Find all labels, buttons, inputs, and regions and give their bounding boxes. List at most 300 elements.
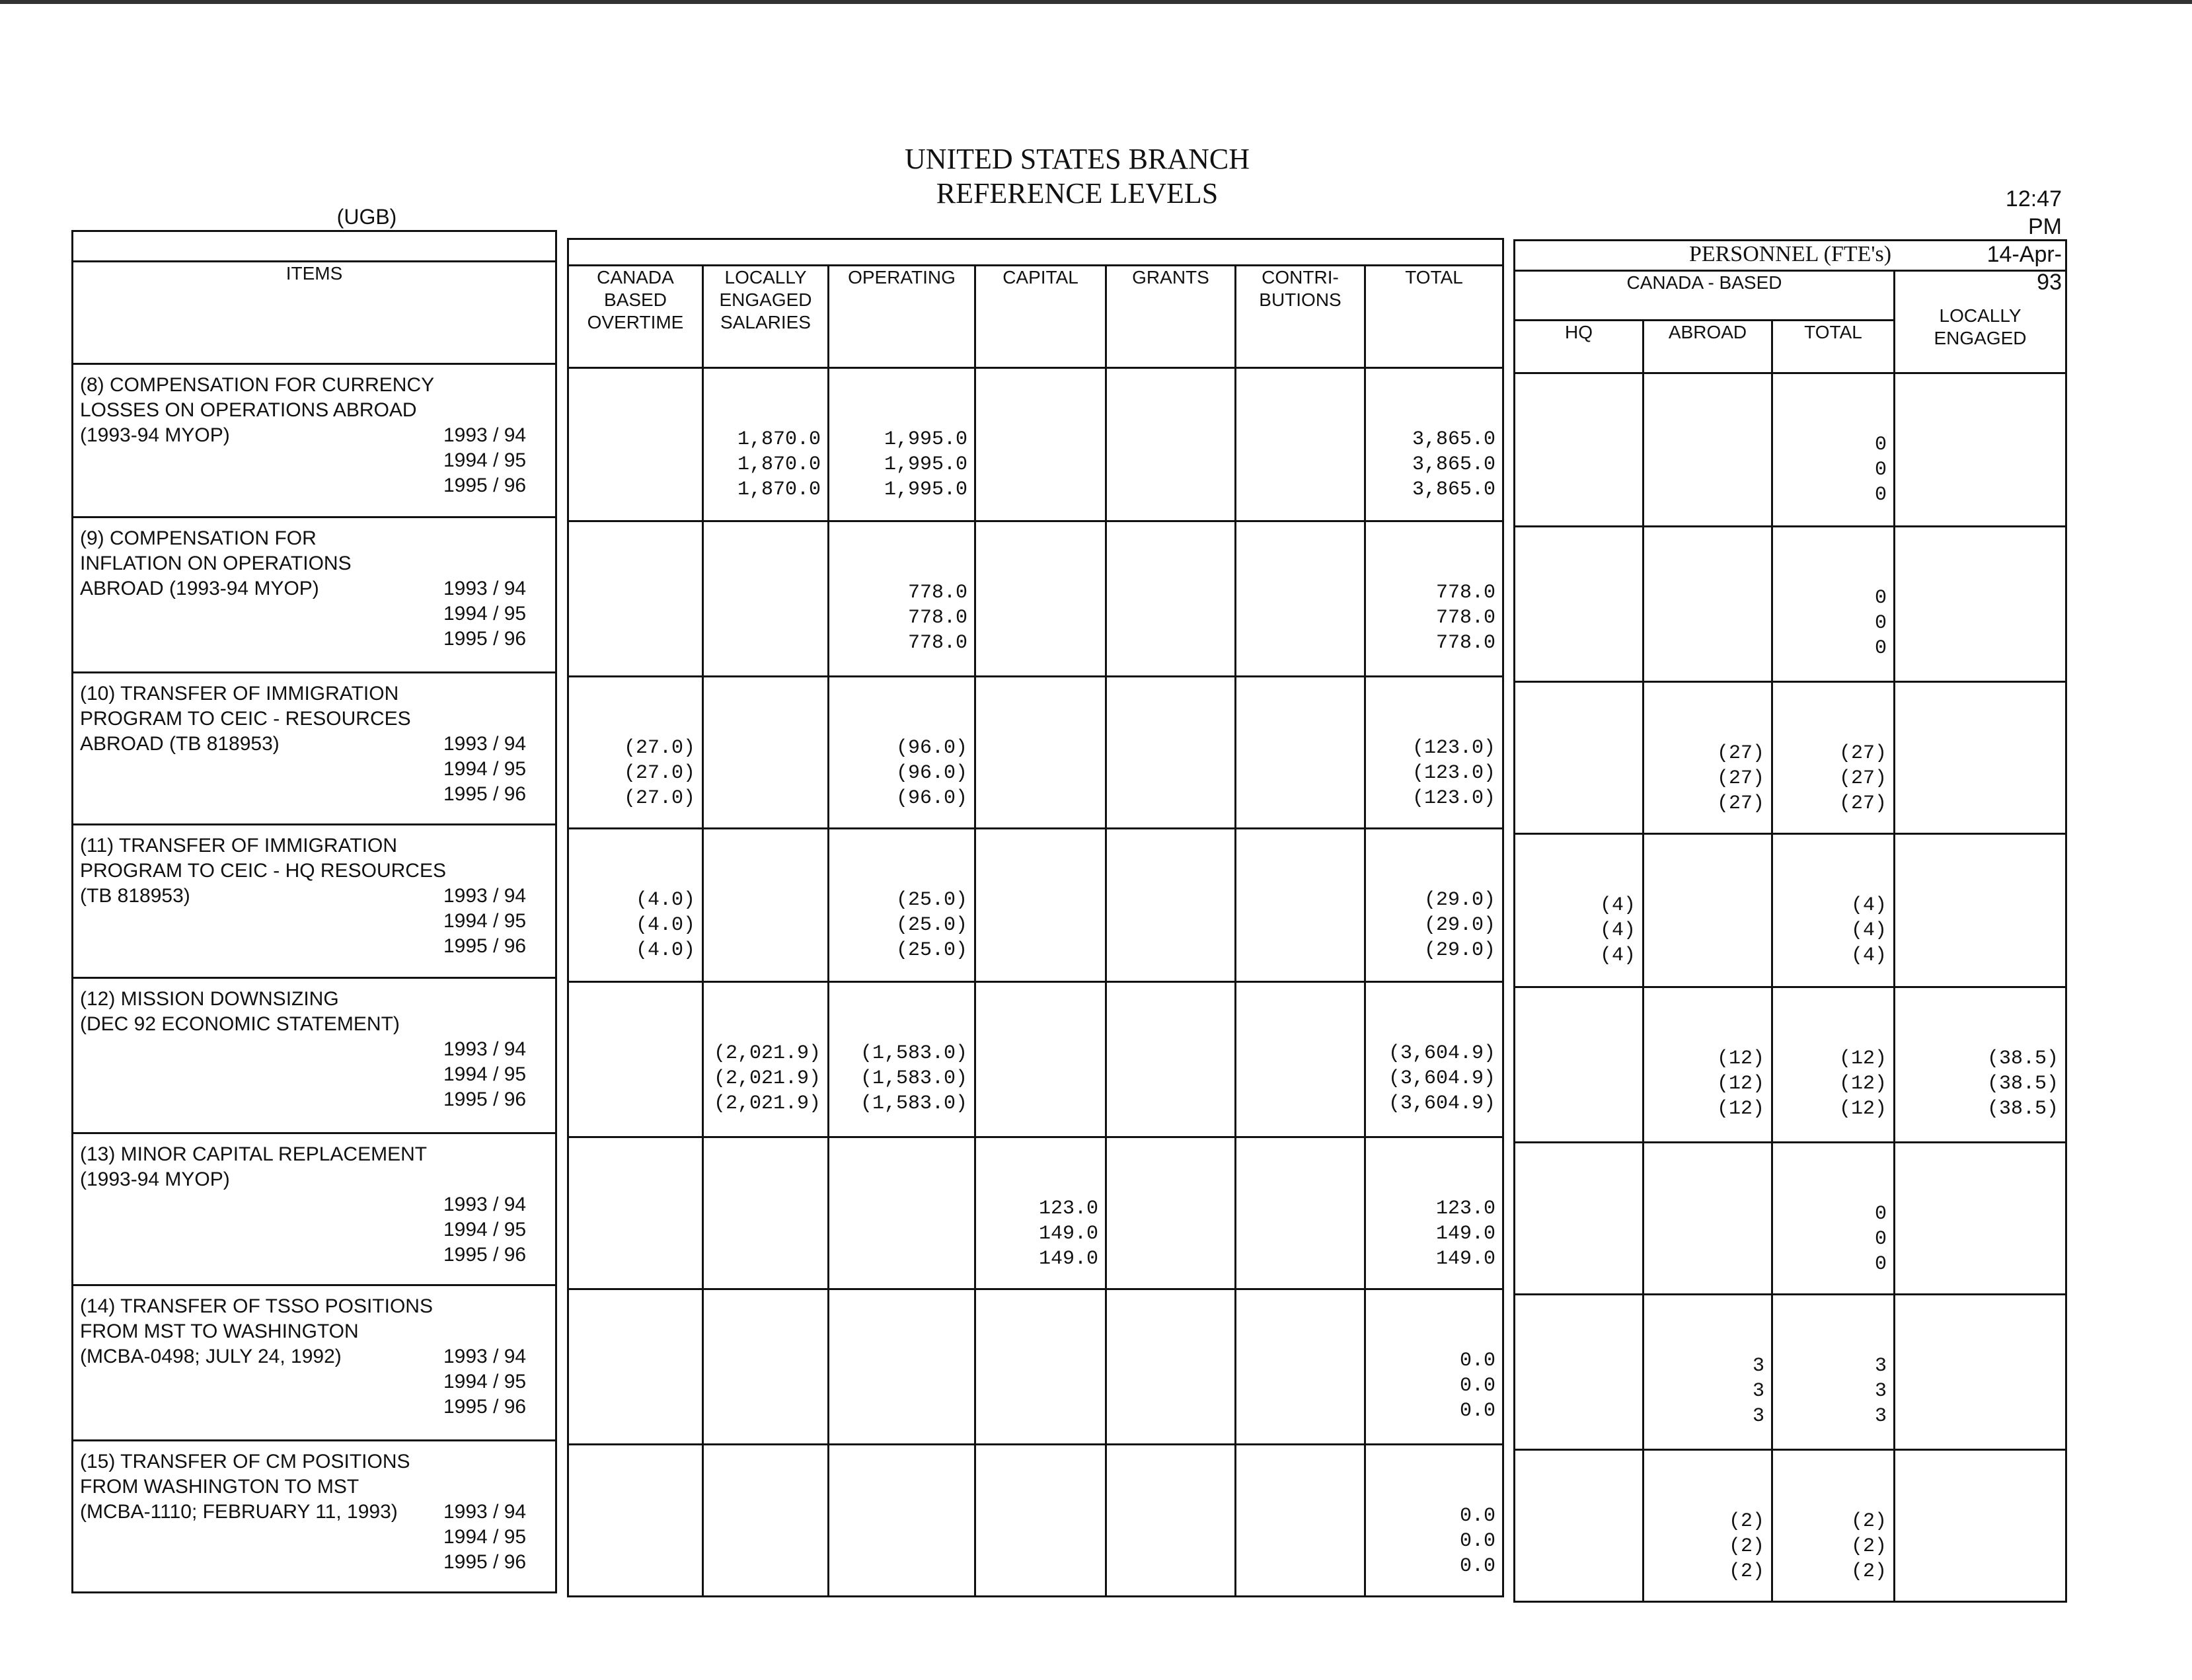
print-time: 12:47 PM [2005, 186, 2062, 239]
value-operating [829, 1529, 974, 1554]
value-abroad [1644, 636, 1771, 661]
value-abroad [1644, 1252, 1771, 1277]
value-capital [976, 1041, 1105, 1066]
value-contributions [1236, 1246, 1364, 1272]
value-cbo [569, 1398, 702, 1424]
value-total: (123.0) [1412, 762, 1496, 784]
value-total: (3,604.9) [1388, 1067, 1496, 1090]
cell-operating [829, 1445, 975, 1597]
value-capital [976, 1091, 1105, 1116]
value-hq [1515, 766, 1642, 791]
item-years [443, 884, 526, 959]
value-cbo [569, 630, 702, 656]
value-grants [1107, 888, 1234, 913]
value-locally-engaged [1895, 1354, 2065, 1379]
fiscal-year: 1994 / 95 [443, 758, 527, 780]
value-hq [1515, 636, 1642, 661]
value-cbo [569, 1091, 702, 1116]
value-total: 778.0 [1436, 582, 1496, 604]
value-total: (123.0) [1412, 737, 1496, 759]
value-pers-total: (4) [1850, 894, 1887, 917]
fiscal-year: 1994 / 95 [443, 1526, 527, 1548]
item-cell [73, 517, 556, 673]
table-row [73, 978, 556, 1133]
cell-operating [829, 982, 975, 1137]
cell-grants [1106, 677, 1236, 829]
table-row [568, 829, 1503, 982]
value-capital: 149.0 [1038, 1248, 1098, 1270]
value-grants [1107, 1398, 1234, 1424]
value-grants [1107, 1529, 1234, 1554]
value-total: 0.0 [1460, 1555, 1496, 1578]
hdr-les: LOCALLY ENGAGED SALARIES [719, 267, 812, 332]
value-contributions [1236, 605, 1364, 630]
cell-les [703, 1445, 829, 1597]
hdr-grants: GRANTS [1132, 267, 1209, 287]
value-abroad [1644, 482, 1771, 508]
value-contributions [1236, 427, 1364, 452]
fiscal-year: 1994 / 95 [443, 1371, 527, 1393]
table-row [73, 1441, 556, 1593]
value-cbo [569, 1246, 702, 1272]
value-pers-total: 0 [1874, 587, 1887, 609]
value-cbo: (27.0) [623, 762, 695, 784]
value-les [704, 1196, 827, 1221]
value-locally-engaged [1895, 766, 2065, 791]
value-grants [1107, 1091, 1234, 1116]
value-total: (29.0) [1424, 914, 1496, 936]
cell-pers-total [1772, 1143, 1895, 1295]
value-hq [1515, 1379, 1642, 1404]
value-total: (123.0) [1412, 787, 1496, 810]
canada-based-band [1515, 271, 1895, 321]
value-les: (2,021.9) [713, 1092, 821, 1115]
hdr-pers-total: TOTAL [1804, 322, 1862, 342]
value-capital [976, 427, 1105, 452]
cell-capital [975, 982, 1106, 1137]
cell-total [1365, 982, 1503, 1137]
value-pers-total: (2) [1850, 1560, 1887, 1583]
cell-contributions [1236, 1137, 1365, 1289]
value-operating [829, 1398, 974, 1424]
value-hq [1515, 1046, 1642, 1071]
value-abroad: 3 [1752, 1355, 1764, 1377]
value-locally-engaged: (38.5) [1987, 1048, 2059, 1070]
col-total [1365, 266, 1503, 368]
value-locally-engaged [1895, 1534, 2065, 1559]
value-locally-engaged [1895, 1379, 2065, 1404]
value-grants [1107, 736, 1234, 761]
value-locally-engaged [1895, 611, 2065, 636]
value-abroad [1644, 586, 1771, 611]
col-operating [829, 266, 975, 368]
value-capital [976, 761, 1105, 786]
value-contributions [1236, 1196, 1364, 1221]
item-years [443, 732, 526, 807]
table-row [568, 677, 1503, 829]
value-locally-engaged [1895, 1559, 2065, 1584]
value-pers-total: (27) [1838, 767, 1887, 790]
value-grants [1107, 1504, 1234, 1529]
value-capital [976, 1373, 1105, 1398]
value-grants [1107, 913, 1234, 938]
value-hq [1515, 741, 1642, 766]
value-total: 778.0 [1436, 632, 1496, 654]
value-grants [1107, 580, 1234, 605]
fiscal-year: 1993 / 94 [443, 1038, 527, 1060]
cell-operating [829, 829, 975, 982]
fiscal-year: 1995 / 96 [443, 1551, 527, 1573]
value-total: (29.0) [1424, 889, 1496, 911]
value-hq [1515, 1227, 1642, 1252]
value-operating: 1,995.0 [884, 453, 967, 476]
table-row [73, 1285, 556, 1441]
hdr-total: TOTAL [1405, 267, 1463, 287]
cell-contributions [1236, 677, 1365, 829]
value-cbo [569, 427, 702, 452]
value-les: 1,870.0 [737, 428, 821, 451]
value-abroad [1644, 893, 1771, 918]
value-contributions [1236, 452, 1364, 477]
value-cbo: (27.0) [623, 737, 695, 759]
value-operating: (96.0) [895, 762, 967, 784]
value-les [704, 1246, 827, 1272]
item-years [443, 1500, 526, 1575]
table-row [568, 982, 1503, 1137]
cell-cbo [568, 1137, 703, 1289]
cell-contributions [1236, 829, 1365, 982]
value-abroad: (27) [1716, 792, 1764, 815]
value-operating: (1,583.0) [860, 1042, 967, 1065]
value-pers-total: (27) [1838, 742, 1887, 765]
cell-les [703, 982, 829, 1137]
cell-cbo [568, 1445, 703, 1597]
value-contributions [1236, 1504, 1364, 1529]
value-operating: (25.0) [895, 889, 967, 911]
personnel-table [1513, 239, 2067, 1603]
table-row [73, 364, 556, 517]
cell-total [1365, 1289, 1503, 1445]
value-cbo [569, 1221, 702, 1246]
items-table [71, 230, 557, 1593]
value-grants [1107, 477, 1234, 502]
value-cbo [569, 452, 702, 477]
cell-cbo [568, 982, 703, 1137]
fiscal-year: 1995 / 96 [443, 935, 527, 957]
hdr-locally-engaged: LOCALLY ENGAGED [1934, 305, 2027, 348]
value-total: 0.0 [1460, 1505, 1496, 1527]
table-row [73, 673, 556, 825]
value-pers-total: (12) [1838, 1048, 1887, 1070]
value-grants [1107, 1246, 1234, 1272]
item-years [443, 576, 526, 652]
cell-abroad [1644, 1143, 1772, 1295]
fiscal-year: 1994 / 95 [443, 910, 527, 932]
value-abroad: (2) [1728, 1535, 1764, 1558]
value-locally-engaged [1895, 1202, 2065, 1227]
items-top-band [73, 231, 556, 262]
value-contributions [1236, 580, 1364, 605]
value-locally-engaged [1895, 791, 2065, 816]
table-row [73, 517, 556, 673]
value-cbo: (27.0) [623, 787, 695, 810]
value-contributions [1236, 1554, 1364, 1579]
table-row [1515, 373, 2066, 527]
cell-capital [975, 829, 1106, 982]
hdr-cbo: CANADA BASED OVERTIME [587, 267, 684, 332]
value-abroad [1644, 943, 1771, 968]
value-capital [976, 786, 1105, 811]
cell-capital [975, 368, 1106, 521]
value-cbo [569, 1041, 702, 1066]
title-line-1: UNITED STATES BRANCH [904, 143, 1250, 175]
value-hq [1515, 586, 1642, 611]
value-contributions [1236, 1091, 1364, 1116]
value-les [704, 1529, 827, 1554]
cell-les [703, 368, 829, 521]
value-contributions [1236, 1373, 1364, 1398]
value-operating: (1,583.0) [860, 1067, 967, 1090]
cell-grants [1106, 829, 1236, 982]
cell-total [1365, 1445, 1503, 1597]
value-total: 0.0 [1460, 1530, 1496, 1552]
value-operating [829, 1221, 974, 1246]
fiscal-year: 1993 / 94 [443, 885, 527, 907]
table-row [568, 1289, 1503, 1445]
value-pers-total: 0 [1874, 1228, 1887, 1250]
value-operating: (25.0) [895, 914, 967, 936]
hdr-hq: HQ [1565, 322, 1593, 342]
cell-locally-engaged [1895, 373, 2066, 527]
value-contributions [1236, 1041, 1364, 1066]
cell-abroad [1644, 834, 1772, 987]
value-cbo [569, 580, 702, 605]
col-abroad [1644, 321, 1772, 373]
value-total: 778.0 [1436, 607, 1496, 629]
value-les [704, 1373, 827, 1398]
col-grants [1106, 266, 1236, 368]
cell-contributions [1236, 982, 1365, 1137]
value-locally-engaged [1895, 1252, 2065, 1277]
value-abroad [1644, 918, 1771, 943]
cell-abroad [1644, 527, 1772, 682]
value-contributions [1236, 1221, 1364, 1246]
cell-locally-engaged [1895, 527, 2066, 682]
cell-abroad [1644, 1295, 1772, 1450]
value-total: 149.0 [1436, 1223, 1496, 1245]
value-grants [1107, 1348, 1234, 1373]
value-hq: (4) [1599, 894, 1636, 917]
cell-pers-total [1772, 1450, 1895, 1602]
value-capital [976, 1348, 1105, 1373]
value-capital [976, 938, 1105, 963]
financial-table [567, 238, 1504, 1597]
fiscal-year: 1993 / 94 [443, 1501, 527, 1523]
value-les [704, 786, 827, 811]
value-total: 123.0 [1436, 1198, 1496, 1220]
value-cbo [569, 477, 702, 502]
items-header: ITEMS [285, 263, 343, 284]
value-capital [976, 1554, 1105, 1579]
value-contributions [1236, 1398, 1364, 1424]
value-hq [1515, 791, 1642, 816]
fiscal-year: 1993 / 94 [443, 578, 527, 599]
table-row [1515, 1450, 2066, 1602]
value-operating [829, 1196, 974, 1221]
cell-hq [1515, 834, 1644, 987]
cell-operating [829, 1137, 975, 1289]
cell-total [1365, 368, 1503, 521]
value-grants [1107, 1221, 1234, 1246]
value-contributions [1236, 913, 1364, 938]
scan-top-edge [0, 0, 2192, 4]
table-row [1515, 1295, 2066, 1450]
value-operating: 778.0 [907, 582, 967, 604]
cell-hq [1515, 1295, 1644, 1450]
value-contributions [1236, 786, 1364, 811]
cell-locally-engaged [1895, 682, 2066, 834]
value-cbo [569, 1554, 702, 1579]
cell-capital [975, 1445, 1106, 1597]
fiscal-year: 1993 / 94 [443, 733, 527, 755]
cell-total [1365, 677, 1503, 829]
cell-capital [975, 1289, 1106, 1445]
fiscal-year: 1993 / 94 [443, 1194, 527, 1215]
value-operating [829, 1554, 974, 1579]
value-les [704, 761, 827, 786]
value-total: (29.0) [1424, 939, 1496, 962]
cell-operating [829, 521, 975, 677]
value-locally-engaged: (38.5) [1987, 1073, 2059, 1095]
value-abroad [1644, 1227, 1771, 1252]
value-locally-engaged [1895, 1509, 2065, 1534]
cell-hq [1515, 373, 1644, 527]
value-hq [1515, 1252, 1642, 1277]
fiscal-year: 1994 / 95 [443, 449, 527, 471]
cell-les [703, 1137, 829, 1289]
value-les [704, 1221, 827, 1246]
cell-grants [1106, 521, 1236, 677]
value-cbo: (4.0) [635, 914, 695, 936]
value-grants [1107, 761, 1234, 786]
fiscal-year: 1995 / 96 [443, 783, 527, 805]
value-pers-total: 0 [1874, 484, 1887, 506]
value-hq [1515, 1202, 1642, 1227]
value-les: 1,870.0 [737, 478, 821, 501]
value-contributions [1236, 888, 1364, 913]
cell-grants [1106, 982, 1236, 1137]
hdr-operating: OPERATING [848, 267, 956, 287]
personnel-band [1515, 241, 2066, 271]
cell-grants [1106, 1137, 1236, 1289]
col-pers-total [1772, 321, 1895, 373]
item-cell [73, 364, 556, 517]
hdr-personnel: PERSONNEL (FTE's) [1688, 242, 1892, 266]
item-label: (9) COMPENSATION FOR INFLATION ON OPERATIONS ABROAD (1993-94 MYOP) [80, 527, 352, 599]
document-title [661, 142, 1493, 211]
value-locally-engaged [1895, 432, 2065, 457]
cell-grants [1106, 1445, 1236, 1597]
item-cell [73, 825, 556, 978]
value-grants [1107, 1373, 1234, 1398]
cell-pers-total [1772, 682, 1895, 834]
cell-cbo [568, 677, 703, 829]
cell-abroad [1644, 987, 1772, 1143]
table-row [1515, 1143, 2066, 1295]
fiscal-year: 1995 / 96 [443, 1244, 527, 1266]
value-total: 3,865.0 [1412, 453, 1496, 476]
cell-les [703, 1289, 829, 1445]
value-les [704, 888, 827, 913]
value-operating: 778.0 [907, 632, 967, 654]
value-hq [1515, 1354, 1642, 1379]
value-pers-total: (2) [1850, 1510, 1887, 1533]
table-row [73, 1133, 556, 1285]
fiscal-year: 1995 / 96 [443, 1088, 527, 1110]
value-pers-total: (12) [1838, 1073, 1887, 1095]
table-row [1515, 682, 2066, 834]
value-abroad: 3 [1752, 1380, 1764, 1402]
value-contributions [1236, 761, 1364, 786]
hdr-contributions: CONTRI- BUTIONS [1259, 267, 1342, 310]
col-canada-based-overtime [568, 266, 703, 368]
value-cbo [569, 1196, 702, 1221]
table-row [73, 825, 556, 978]
value-operating: (96.0) [895, 787, 967, 810]
value-operating: (96.0) [895, 737, 967, 759]
value-pers-total: 0 [1874, 1253, 1887, 1276]
value-les [704, 605, 827, 630]
value-locally-engaged [1895, 918, 2065, 943]
col-locally-engaged [1895, 271, 2066, 373]
cell-locally-engaged [1895, 987, 2066, 1143]
fiscal-year: 1995 / 96 [443, 1396, 527, 1418]
value-abroad: (2) [1728, 1560, 1764, 1583]
value-total: 0.0 [1460, 1375, 1496, 1397]
col-contributions [1236, 266, 1365, 368]
cell-grants [1106, 368, 1236, 521]
value-capital [976, 1066, 1105, 1091]
cell-locally-engaged [1895, 834, 2066, 987]
value-cbo [569, 1529, 702, 1554]
cell-pers-total [1772, 987, 1895, 1143]
value-hq [1515, 611, 1642, 636]
value-contributions [1236, 1066, 1364, 1091]
value-cbo [569, 1066, 702, 1091]
value-total: 0.0 [1460, 1400, 1496, 1422]
table-row [568, 521, 1503, 677]
value-contributions [1236, 938, 1364, 963]
value-grants [1107, 605, 1234, 630]
value-abroad: (12) [1716, 1098, 1764, 1120]
value-les [704, 1398, 827, 1424]
value-abroad: (12) [1716, 1048, 1764, 1070]
value-pers-total: 3 [1874, 1380, 1887, 1402]
value-pers-total: 0 [1874, 434, 1887, 456]
fiscal-year: 1993 / 94 [443, 1346, 527, 1367]
value-pers-total: 0 [1874, 459, 1887, 481]
table-row [1515, 834, 2066, 987]
cell-operating [829, 677, 975, 829]
col-capital [975, 266, 1106, 368]
print-date: 14-Apr-93 [1986, 242, 2062, 295]
value-hq [1515, 1509, 1642, 1534]
value-total: (3,604.9) [1388, 1092, 1496, 1115]
value-grants [1107, 1066, 1234, 1091]
cell-les [703, 521, 829, 677]
value-pers-total: 0 [1874, 637, 1887, 660]
value-operating: (1,583.0) [860, 1092, 967, 1115]
